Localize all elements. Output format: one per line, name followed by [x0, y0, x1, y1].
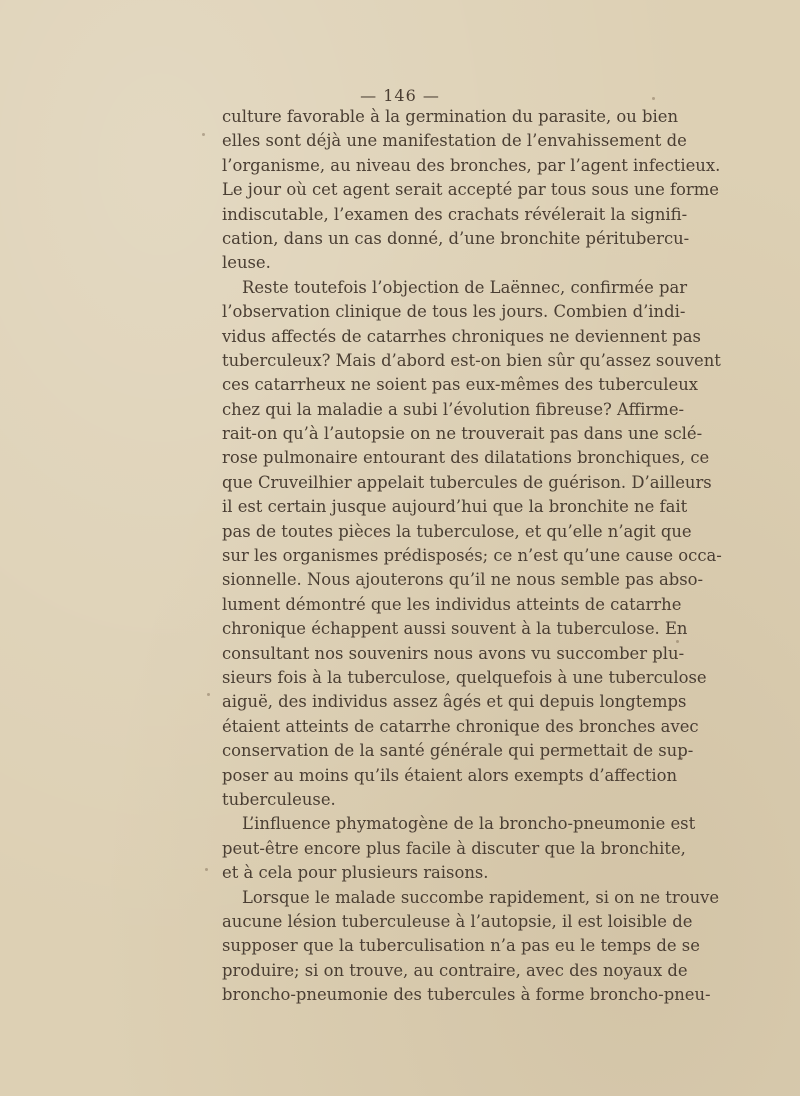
paper-speck	[207, 693, 210, 696]
paragraph-start-line: Reste toutefois l’objection de Laënnec, confirmée par	[242, 277, 688, 297]
body-text	[222, 105, 722, 1007]
text-line: chronique échappent aussi souvent à la tuberculose. En	[222, 619, 688, 639]
text-line: il est certain jusque aujourd’hui que la bronchite ne fait	[222, 497, 688, 517]
paper-speck	[676, 640, 679, 643]
text-line: lument démontré que les individus atteints de catarrhe	[222, 594, 682, 614]
text-line: indiscutable, l’examen des crachats révélerait la signifi-	[222, 204, 688, 224]
text-line: tuberculeux? Mais d’abord est-on bien sûr qu’assez souvent	[222, 350, 721, 370]
text-line: pas de toutes pièces la tuberculose, et qu’elle n’agit que	[222, 521, 692, 541]
text-line: aucune lésion tuberculeuse à l’autopsie, il est loisible de	[222, 911, 693, 931]
text-line: produire; si on trouve, au contraire, avec des noyaux de	[222, 960, 688, 980]
text-line: consultant nos souvenirs nous avons vu succomber plu-	[222, 643, 685, 663]
text-line: supposer que la tuberculisation n’a pas eu le temps de se	[222, 936, 700, 956]
text-line: rait-on qu’à l’autopsie on ne trouverait pas dans une sclé-	[222, 424, 703, 444]
text-line: et à cela pour plusieurs raisons.	[222, 863, 489, 883]
text-line: que Cruveilhier appelait tubercules de guérison. D’ailleurs	[222, 472, 712, 492]
text-line: sionnelle. Nous ajouterons qu’il ne nous semble pas abso-	[222, 570, 704, 590]
page-number: — 146 —	[360, 86, 440, 105]
text-line: l’organisme, au niveau des bronches, par l’agent infectieux.	[222, 155, 721, 175]
paper-speck	[205, 868, 208, 871]
text-line: leuse.	[222, 253, 271, 273]
paper-speck	[202, 133, 205, 136]
text-line: vidus affectés de catarrhes chroniques ne deviennent pas	[222, 326, 701, 346]
text-line: Le jour où cet agent serait accepté par tous sous une forme	[222, 180, 719, 200]
text-line: cation, dans un cas donné, d’une bronchite péritubercu-	[222, 228, 690, 248]
paper-speck	[652, 97, 655, 100]
text-line: l’observation clinique de tous les jours. Combien d’indi-	[222, 302, 686, 322]
paragraph-start-line: L’influence phymatogène de la broncho-pneumonie est	[242, 814, 696, 834]
text-line: aiguë, des individus assez âgés et qui depuis longtemps	[222, 692, 687, 712]
text-line: rose pulmonaire entourant des dilatations bronchiques, ce	[222, 448, 710, 468]
text-line: sur les organismes prédisposés; ce n’est qu’une cause occa-	[222, 546, 722, 566]
paragraph-start-line: Lorsque le malade succombe rapidement, si on ne trouve	[242, 887, 720, 907]
text-line: broncho-pneumonie des tubercules à forme broncho-pneu-	[222, 985, 711, 1005]
text-line: chez qui la maladie a subi l’évolution fibreuse? Affirme-	[222, 399, 685, 419]
text-line: poser au moins qu’ils étaient alors exempts d’affection	[222, 765, 678, 785]
text-line: elles sont déjà une manifestation de l’envahissement de	[222, 131, 687, 151]
text-line: étaient atteints de catarrhe chronique des bronches avec	[222, 716, 699, 736]
text-line: culture favorable à la germination du parasite, ou bien	[222, 107, 679, 126]
text-line: tuberculeuse.	[222, 789, 336, 809]
text-line: conservation de la santé générale qui permettait de sup-	[222, 741, 694, 761]
text-line: sieurs fois à la tuberculose, quelquefois à une tuberculose	[222, 667, 707, 687]
text-line: peut-être encore plus facile à discuter que la bronchite,	[222, 838, 686, 858]
text-line: ces catarrheux ne soient pas eux-mêmes des tuberculeux	[222, 375, 698, 395]
paper-speck	[680, 757, 683, 760]
